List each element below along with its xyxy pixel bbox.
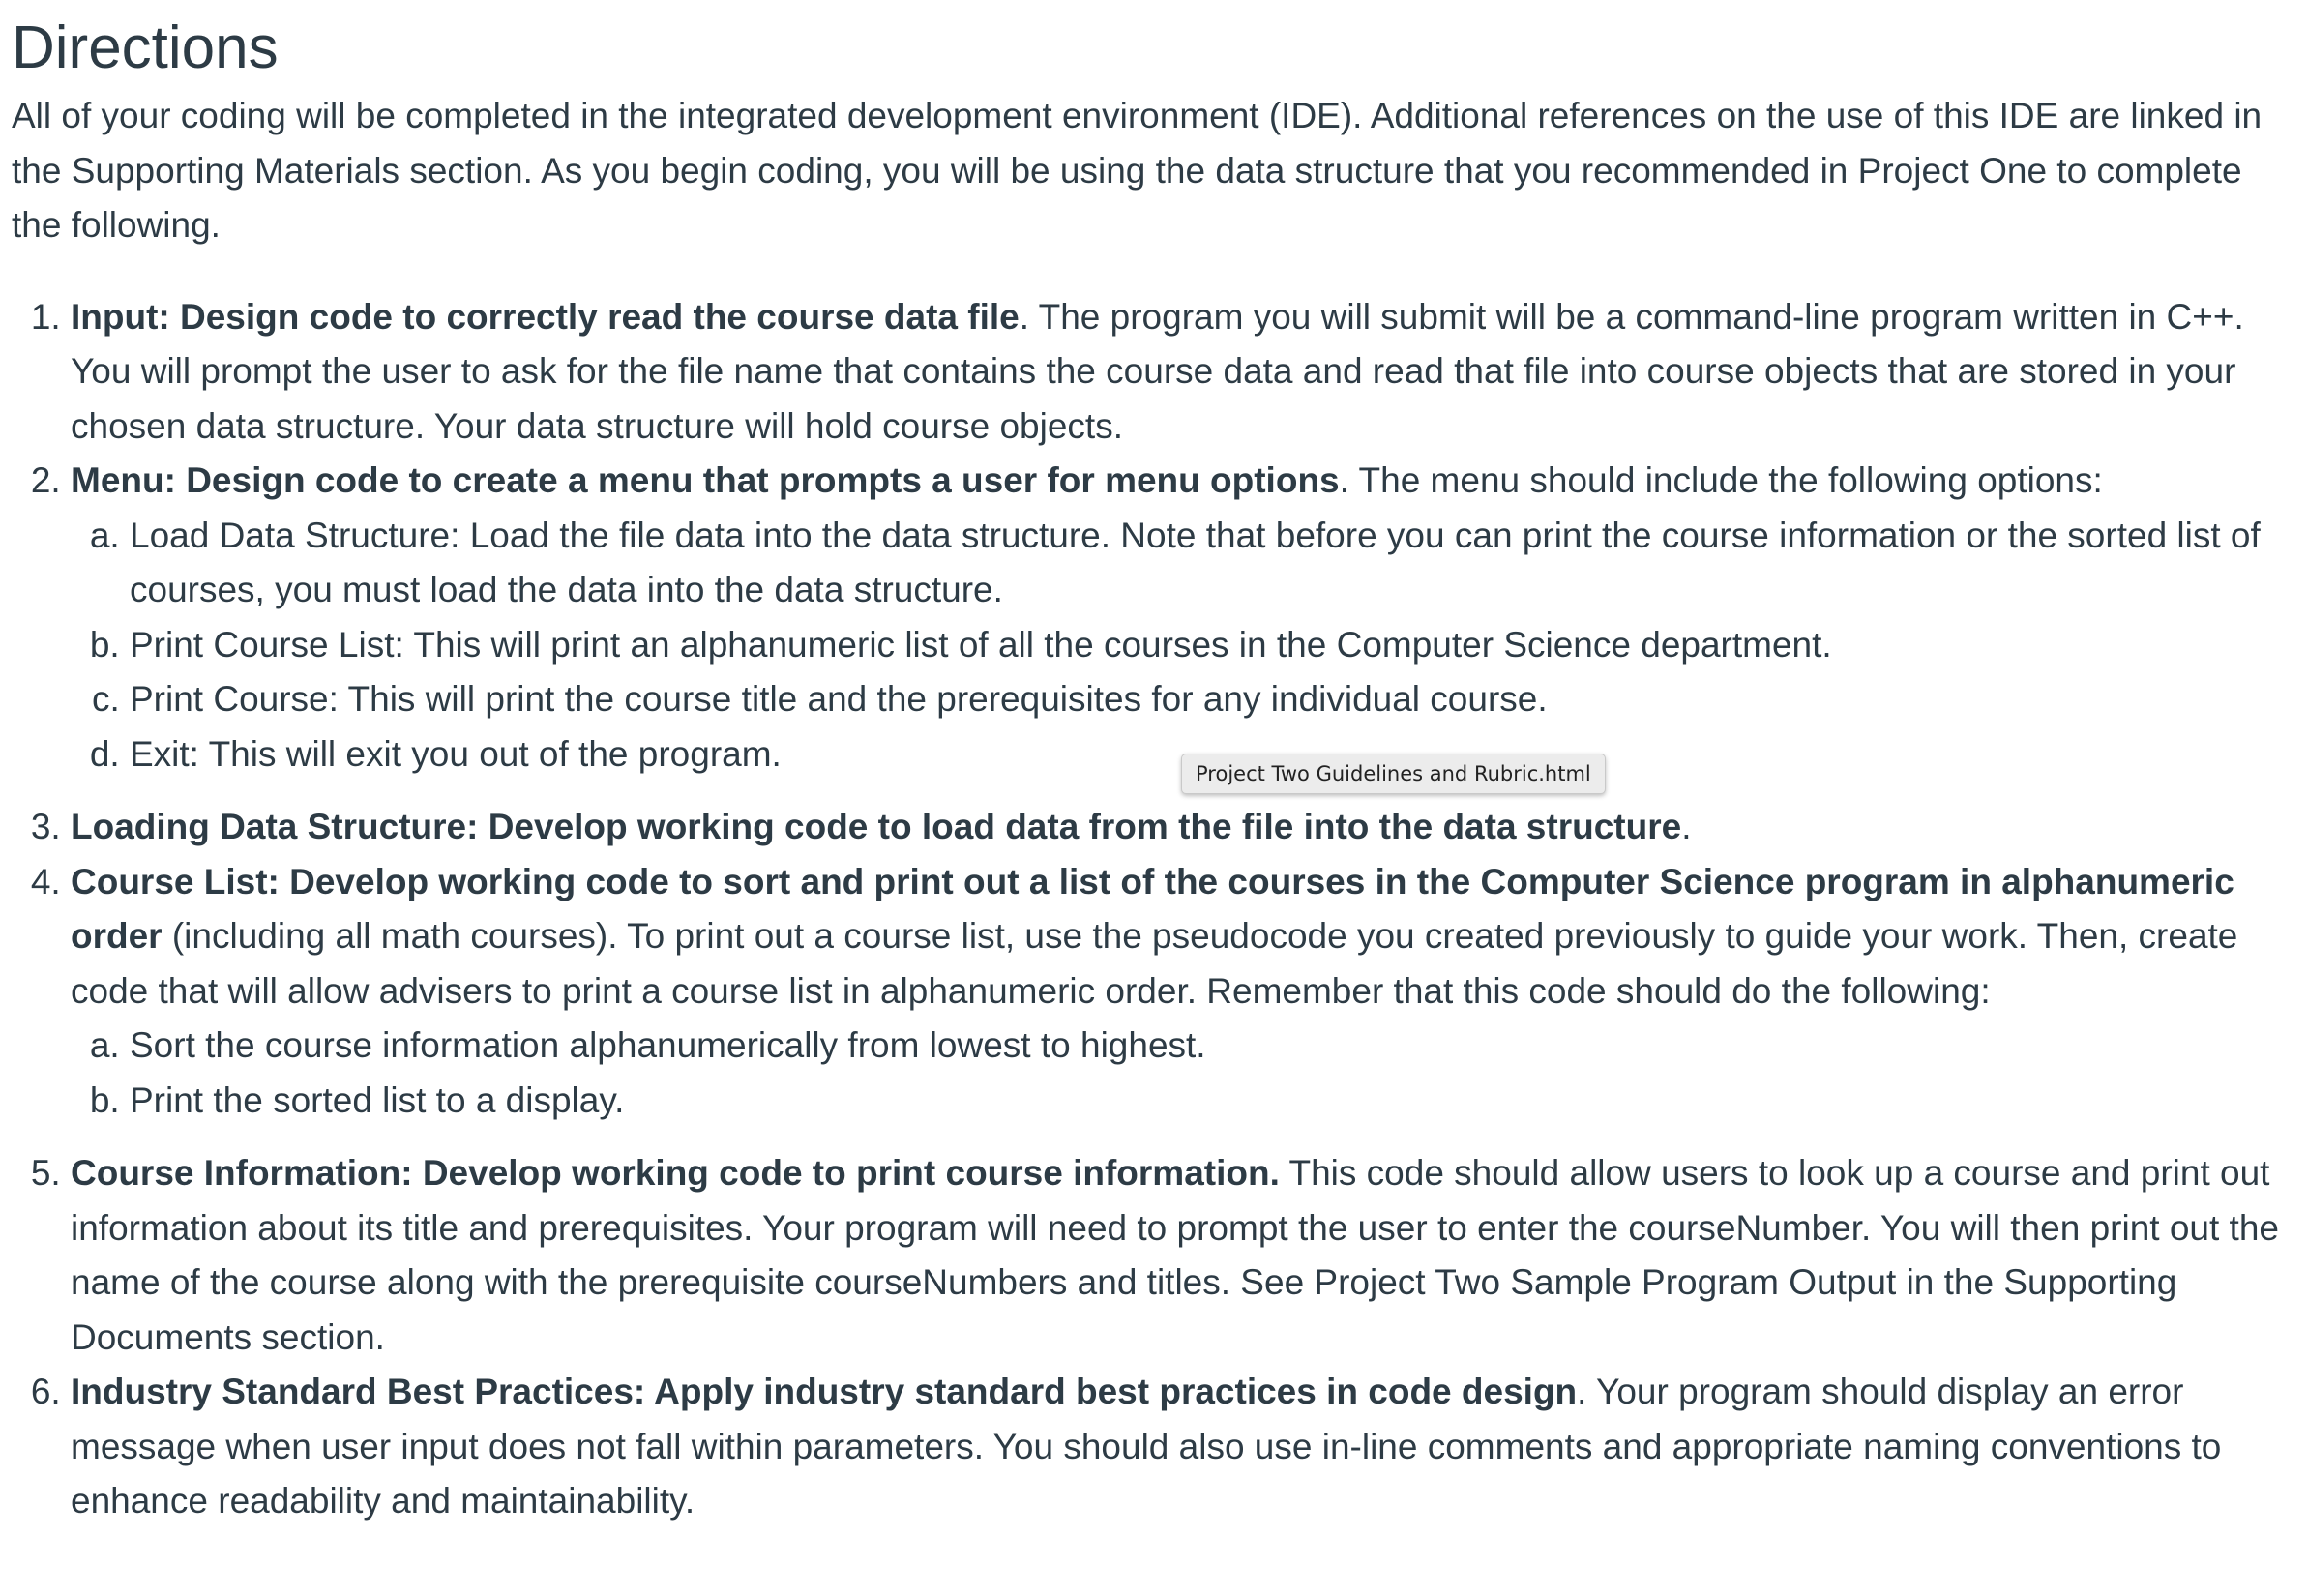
item-title: Course Information: Develop working code to print course information. [71, 1153, 1280, 1193]
sub-item-print-list: b. Print Course List: This will print an alphanumeric list of all the courses in the Computer Science department. [130, 618, 2294, 673]
sub-item-print-course: c. Print Course: This will print the course title and the prerequisites for any individual course. [130, 672, 2294, 727]
sub-item-sort: a. Sort the course information alphanumerically from lowest to highest. [130, 1019, 2294, 1074]
item-text: This code should allow users to look up a course and print out information about its title and prerequisites. Your program will need to prompt the user to enter the courseNumber. You will then print out the name of the course along with the prerequisite courseNumbers and titles. See Project Two Sample Program Output in the Supporting Documents section. [71, 1153, 2279, 1357]
item-text: . [1681, 807, 1692, 846]
item-title: Industry Standard Best Practices: Apply industry standard best practices in code design [71, 1372, 1578, 1411]
link-tooltip: Project Two Guidelines and Rubric.html [1181, 754, 1606, 794]
list-item-best-practices [71, 1365, 2294, 1529]
item-title: Course List: Develop working code to sort and print out a list of the courses in the Computer Science program in alphanumeric order [71, 861, 2234, 956]
item-title: Loading Data Structure: Develop working code to load data from the file into the data structure [71, 807, 1682, 846]
list-item-loading [71, 800, 2294, 855]
list-item-menu [71, 454, 2294, 782]
item-text: . The program you will submit will be a command-line program written in C++. You will prompt the user to ask for the file name that contains the course data and read that file into course objects that are stored in your chosen data structure. Your data structure will hold course objects. [71, 296, 2244, 446]
directions-list [12, 290, 2294, 1529]
item-text: . Your program should display an error message when user input does not fall within parameters. You should also use in-line comments and appropriate naming conventions to enhance readability and maintainability. [71, 1372, 2222, 1521]
item-text: (including all math courses). To print out a course list, use the pseudocode you created previously to guide your work. Then, create code that will allow advisers to print a course list in alphanumeric order. Remember that this code should do the following: [71, 916, 2238, 1011]
course-list-steps [71, 1019, 2294, 1128]
list-item-course-info [71, 1146, 2294, 1365]
item-title: Menu: Design code to create a menu that prompts a user for menu options [71, 460, 1340, 500]
page-title: Directions [12, 15, 279, 81]
sub-item-print-sorted: b. Print the sorted list to a display. [130, 1074, 2294, 1129]
directions-section [12, 0, 2294, 1529]
item-text: . The menu should include the following options: [1339, 460, 2103, 500]
menu-options-list [71, 509, 2294, 783]
list-item-input [71, 290, 2294, 455]
sub-item-exit: d. Exit: This will exit you out of the program. [130, 727, 2294, 783]
sub-item-load-data: a. Load Data Structure: Load the file data into the data structure. Note that before you can print the course information or the sorted list of courses, you must load the data into the data structure. [130, 509, 2294, 618]
item-title: Input: Design code to correctly read the course data file [71, 296, 1020, 337]
intro-paragraph: All of your coding will be completed in the integrated development environment (IDE). Additional references on the use of this IDE are linked in the Supporting Materials section. As you begin coding, you will be using the data structure that you recommended in Project One to complete the following. [12, 96, 2263, 245]
list-item-course-list [71, 855, 2294, 1129]
